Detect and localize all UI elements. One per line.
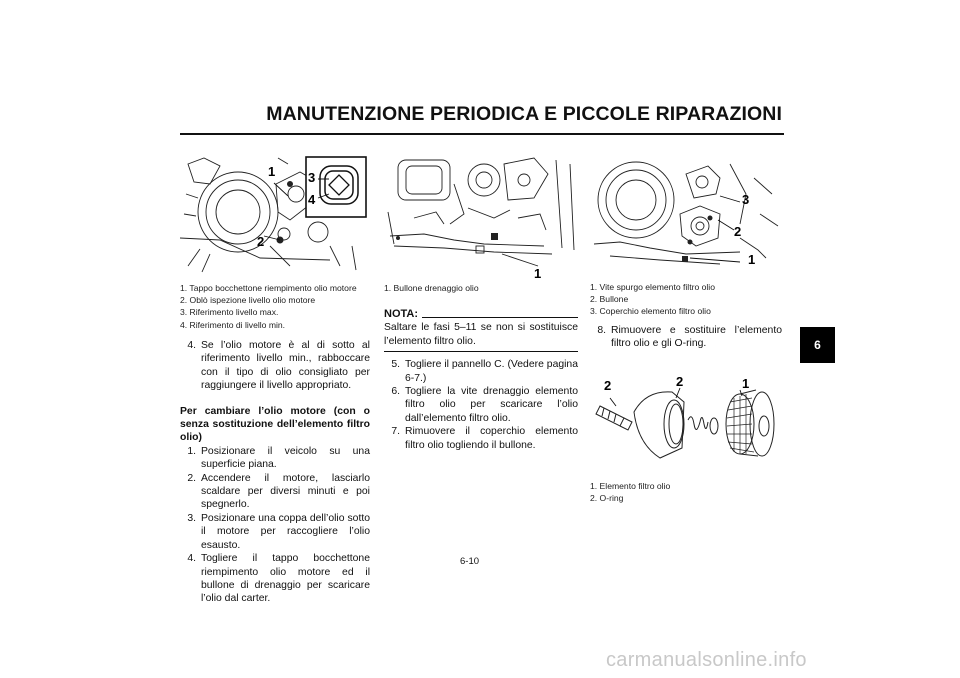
legend-figure-3	[590, 281, 782, 318]
callout-1: 1	[748, 252, 756, 267]
figure-filter-element	[590, 368, 782, 472]
legend-item: 3. Coperchio elemento filtro olio	[590, 306, 711, 317]
step-number: 4.	[187, 340, 196, 351]
nota-header	[384, 308, 578, 321]
step-item	[180, 339, 370, 393]
engine-drawing-1	[180, 154, 368, 274]
legend-figure-4	[590, 480, 782, 504]
step-text: Rimuovere il coperchio elemento filtro olio togliendo il bullone.	[405, 426, 578, 451]
section-heading: Per cambiare l’olio motore (con o senza sostituzione dell’elemento filtro olio)	[180, 405, 370, 444]
callout-4: 4	[308, 192, 316, 207]
step-text: Togliere il tappo bocchettone riempimento olio motore ed il bullone di drenaggio per scaricare l’olio dal carter.	[201, 553, 370, 605]
nota-rule-top	[422, 317, 578, 318]
legend-figure-2	[384, 282, 578, 294]
step-number: 5.	[391, 359, 400, 371]
step-item	[590, 324, 782, 351]
callout-3: 3	[742, 192, 750, 207]
step-text: Rimuovere e sostituire l’elemento filtro olio e gli O-ring.	[611, 325, 782, 350]
step-text: Accendere il motore, lasciarlo scaldare per diversi minuti e poi spegnerlo.	[201, 472, 370, 511]
legend-item: 2. Oblò ispezione livello olio motore	[180, 295, 316, 306]
step-text: Togliere il pannello C. (Vedere pagina 6-7.)	[405, 359, 578, 384]
step-text: Se l’olio motore è al di sotto al riferimento livello min., rabboccare con il tipo di olio consigliato per raggiungere il livello appropriato.	[201, 340, 370, 392]
callout-2: 2	[734, 224, 742, 239]
step-item	[384, 358, 578, 385]
step-item	[180, 472, 370, 512]
callout-3: 3	[308, 170, 316, 185]
legend-item: 2. O-ring	[590, 493, 624, 504]
step-text: Togliere la vite drenaggio elemento filtro olio per scaricare l’olio dall’elemento filtro olio.	[405, 386, 578, 424]
watermark: carmanualsonline.info	[606, 649, 807, 671]
callout-1: 1	[268, 164, 276, 179]
step-text: Posizionare il veicolo su una superficie piana.	[201, 445, 370, 471]
figure-engine-oil-level	[180, 154, 368, 274]
filter-parts-drawing	[590, 368, 782, 472]
step-item	[180, 552, 370, 606]
callout-1: 1	[534, 266, 542, 278]
callout-2b: 2	[676, 374, 684, 389]
column-3-text	[590, 324, 782, 351]
step-number: 7.	[391, 426, 400, 438]
figure-filter-cover	[590, 154, 782, 272]
callout-2: 2	[257, 234, 265, 249]
step-number: 6.	[391, 386, 400, 398]
step-text: Posizionare una coppa dell’olio sotto il motore per raccogliere l’olio esausto.	[201, 512, 370, 551]
legend-item: 2. Bullone	[590, 294, 629, 305]
figure-drain-bolt	[384, 154, 578, 278]
step-number: 2.	[187, 472, 196, 484]
step-item	[384, 425, 578, 452]
step-item	[180, 445, 370, 472]
legend-item: 1. Vite spurgo elemento filtro olio	[590, 282, 715, 292]
engine-drawing-3	[590, 154, 782, 272]
step-item	[384, 385, 578, 425]
nota-rule-bottom	[384, 351, 578, 352]
page-number: 6-10	[460, 556, 480, 567]
nota-label: NOTA:	[384, 308, 419, 320]
step-number: 4.	[187, 553, 196, 565]
step-number: 3.	[187, 512, 196, 524]
page-title: MANUTENZIONE PERIODICA E PICCOLE RIPARAZIONI	[266, 103, 782, 125]
legend-item: 1. Elemento filtro olio	[590, 481, 671, 491]
step-item	[180, 512, 370, 552]
callout-2a: 2	[604, 378, 612, 393]
nota-text: Saltare le fasi 5–11 se non si sostituisce l’elemento filtro olio.	[384, 322, 578, 347]
column-1-text	[180, 339, 370, 606]
step-number: 1.	[187, 445, 196, 457]
step-number: 8.	[597, 325, 606, 336]
legend-item: 4. Riferimento di livello min.	[180, 319, 286, 330]
legend-item: 1. Bullone drenaggio olio	[384, 283, 479, 293]
title-rule	[180, 133, 784, 135]
legend-item: 1. Tappo bocchettone riempimento olio motore	[180, 283, 357, 293]
callout-1: 1	[742, 376, 750, 391]
engine-drawing-2	[384, 154, 578, 278]
chapter-tab: 6	[800, 327, 835, 363]
legend-item: 3. Riferimento livello max.	[180, 307, 279, 318]
column-2-text	[384, 308, 578, 452]
legend-figure-1	[180, 282, 370, 331]
